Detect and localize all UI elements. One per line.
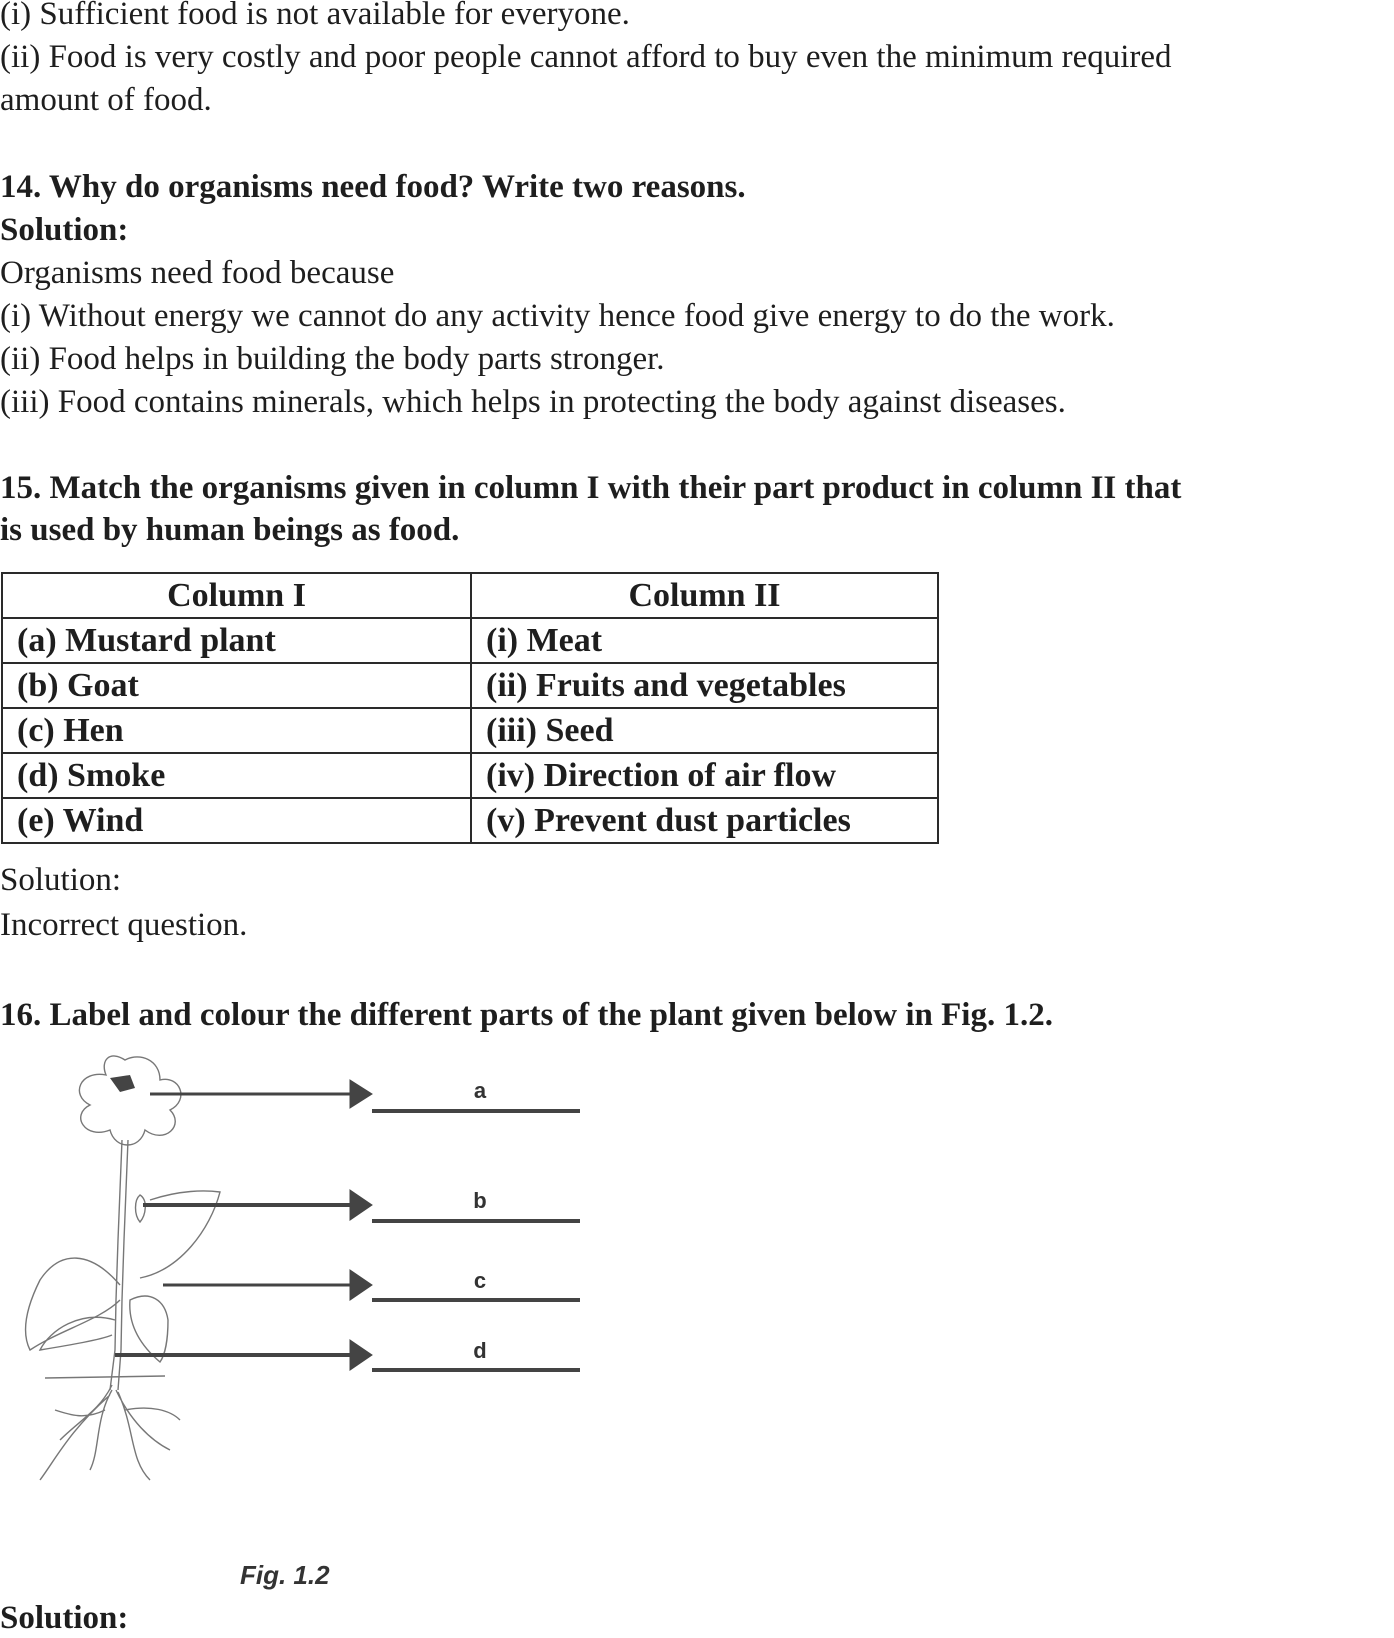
table-row: [2, 708, 938, 753]
answer-line: amount of food.: [0, 82, 212, 118]
answer-line: (ii) Food is very costly and poor people cannot afford to buy even the minimum required: [0, 39, 1172, 75]
solution-label: Solution:: [0, 212, 129, 248]
solution-label: Solution:: [0, 862, 122, 898]
table-row: [2, 753, 938, 798]
table-cell: (a) Mustard plant: [2, 618, 471, 663]
solution-label: Solution:: [0, 1600, 129, 1636]
table-row: [2, 663, 938, 708]
plant-diagram: [0, 1040, 600, 1520]
column-header: Column I: [2, 573, 471, 618]
table-header-row: [2, 573, 938, 618]
figure-label-b: b: [473, 1188, 487, 1213]
table-cell: (i) Meat: [471, 618, 938, 663]
question-heading: 16. Label and colour the different parts of the plant given below in Fig. 1.2.: [0, 997, 1053, 1033]
question-heading-cont: is used by human beings as food.: [0, 512, 460, 548]
answer-line: (ii) Food helps in building the body parts stronger.: [0, 341, 665, 377]
match-table: [1, 572, 939, 844]
table-cell: (ii) Fruits and vegetables: [471, 663, 938, 708]
table-cell: (iv) Direction of air flow: [471, 753, 938, 798]
table-row: [2, 618, 938, 663]
table-cell: (e) Wind: [2, 798, 471, 843]
figure-label-c: c: [473, 1268, 487, 1293]
answer-line: (i) Sufficient food is not available for everyone.: [0, 0, 630, 32]
table-cell: (b) Goat: [2, 663, 471, 708]
table-cell: (iii) Seed: [471, 708, 938, 753]
answer-line: (iii) Food contains minerals, which helps in protecting the body against diseases.: [0, 384, 1066, 420]
figure-label-a: a: [473, 1078, 487, 1103]
table-cell: (c) Hen: [2, 708, 471, 753]
figure-label-d: d: [473, 1338, 487, 1363]
column-header: Column II: [471, 573, 938, 618]
answer-line: (i) Without energy we cannot do any activity hence food give energy to do the work.: [0, 298, 1115, 334]
figure-caption: Fig. 1.2: [240, 1560, 330, 1590]
table-cell: (v) Prevent dust particles: [471, 798, 938, 843]
question-heading: 15. Match the organisms given in column I with their part product in column II that: [0, 470, 1182, 506]
answer-line: Organisms need food because: [0, 255, 395, 291]
table-cell: (d) Smoke: [2, 753, 471, 798]
question-heading: 14. Why do organisms need food? Write two reasons.: [0, 169, 746, 205]
answer-line: Incorrect question.: [0, 907, 248, 943]
table-row: [2, 798, 938, 843]
